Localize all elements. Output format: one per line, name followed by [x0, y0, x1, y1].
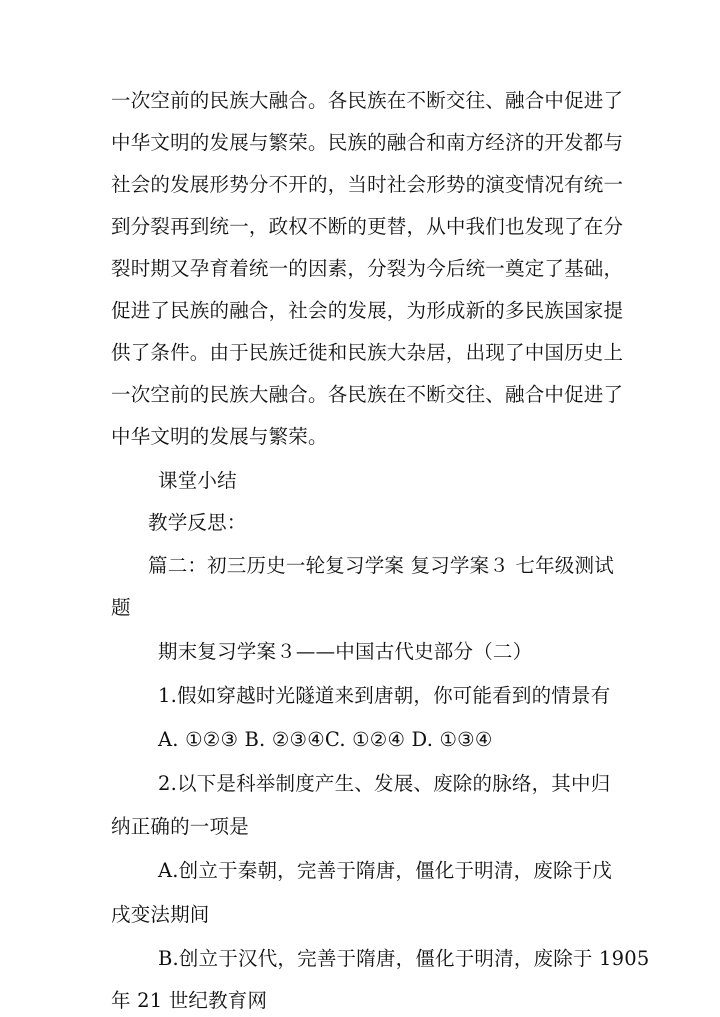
text-line: 一次空前的民族大融合。各民族在不断交往、融合中促进了 — [111, 383, 624, 406]
text-line: 一次空前的民族大融合。各民族在不断交往、融合中促进了 — [111, 89, 624, 112]
review-title: 期末复习学案３——中国古代史部分（二） — [158, 640, 533, 663]
text-line: 中华文明的发展与繁荣。民族的融合和南方经济的开发都与 — [111, 131, 624, 154]
section-heading-teaching-reflection: 教学反思： — [148, 511, 247, 534]
text-line: 裂时期又孕育着统一的因素，分裂为今后统一奠定了基础， — [111, 257, 624, 280]
text-line: 供了条件。由于民族迁徙和民族大杂居，出现了中国历史上 — [111, 341, 624, 364]
part-two-title: 篇二：初三历史一轮复习学案 复习学案３ 七年级测试 — [148, 554, 614, 577]
option-a-continued: 戌变法期间 — [111, 903, 210, 926]
text-line: 中华文明的发展与繁荣。 — [111, 425, 328, 448]
text-line: 社会的发展形势分不开的，当时社会形势的演变情况有统一 — [111, 173, 624, 196]
part-two-title-continued: 题 — [111, 596, 131, 619]
option-a: A.创立于秦朝，完善于隋唐，僵化于明清，废除于戊 — [158, 859, 613, 882]
question-2: 2.以下是科举制度产生、发展、废除的脉络，其中归 — [158, 772, 611, 795]
question-1-options: A. ①②③ B. ②③④C. ①②④ D. ①③④ — [158, 728, 493, 751]
question-2-continued: 纳正确的一项是 — [111, 815, 249, 838]
text-line: 促进了民族的融合，社会的发展，为形成新的多民族国家提 — [111, 299, 624, 322]
option-b-continued: 年 21 世纪教育网 — [111, 989, 268, 1012]
text-line: 到分裂再到统一，政权不断的更替，从中我们也发现了在分 — [111, 215, 624, 238]
option-b: B.创立于汉代，完善于隋唐，僵化于明清，废除于 1905 — [158, 947, 650, 970]
question-1: 1.假如穿越时光隧道来到唐朝，你可能看到的情景有 — [158, 684, 611, 707]
section-heading-class-summary: 课堂小结 — [158, 469, 237, 492]
